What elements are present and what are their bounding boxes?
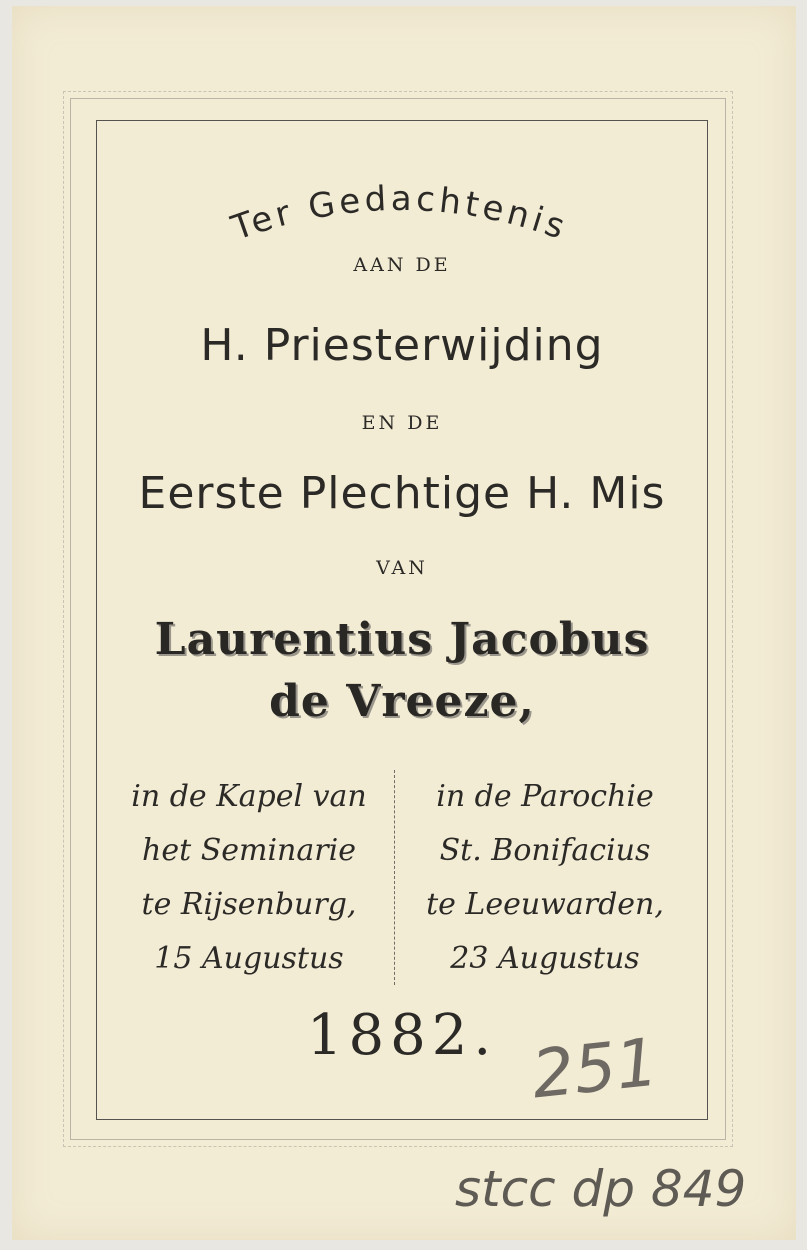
- arc-title-text: Ter Gedachtenis: [226, 178, 574, 249]
- en-de-line: EN DE: [361, 412, 443, 434]
- priesterwijding-heading: H. Priesterwijding: [200, 320, 604, 371]
- column-divider: [394, 770, 395, 985]
- name-line-1: Laurentius Jacobus: [154, 614, 650, 665]
- year: 1882.: [306, 1003, 498, 1068]
- right-column: [400, 770, 690, 986]
- left-column-line: het Seminarie: [142, 833, 356, 868]
- left-column-line: in de Kapel van: [131, 779, 367, 814]
- mis-heading: Eerste Plechtige H. Mis: [138, 468, 666, 519]
- right-column-line: te Leeuwarden,: [426, 887, 664, 922]
- van-line: VAN: [376, 557, 428, 579]
- svg-text:Ter Gedachtenis: [226, 179, 574, 249]
- name-line-2: de Vreeze,: [269, 676, 535, 727]
- handwritten-number: 251: [528, 1023, 662, 1114]
- right-column-line: 23 Augustus: [450, 941, 640, 976]
- left-column-line: 15 Augustus: [154, 941, 344, 976]
- handwritten-catalog-note: stcc dp 849: [455, 1160, 747, 1218]
- right-column-line: St. Bonifacius: [439, 833, 651, 868]
- right-column-line: in de Parochie: [436, 779, 654, 814]
- left-column-line: te Rijsenburg,: [141, 887, 357, 922]
- aan-de-line: AAN DE: [353, 254, 451, 276]
- left-column: [104, 770, 394, 986]
